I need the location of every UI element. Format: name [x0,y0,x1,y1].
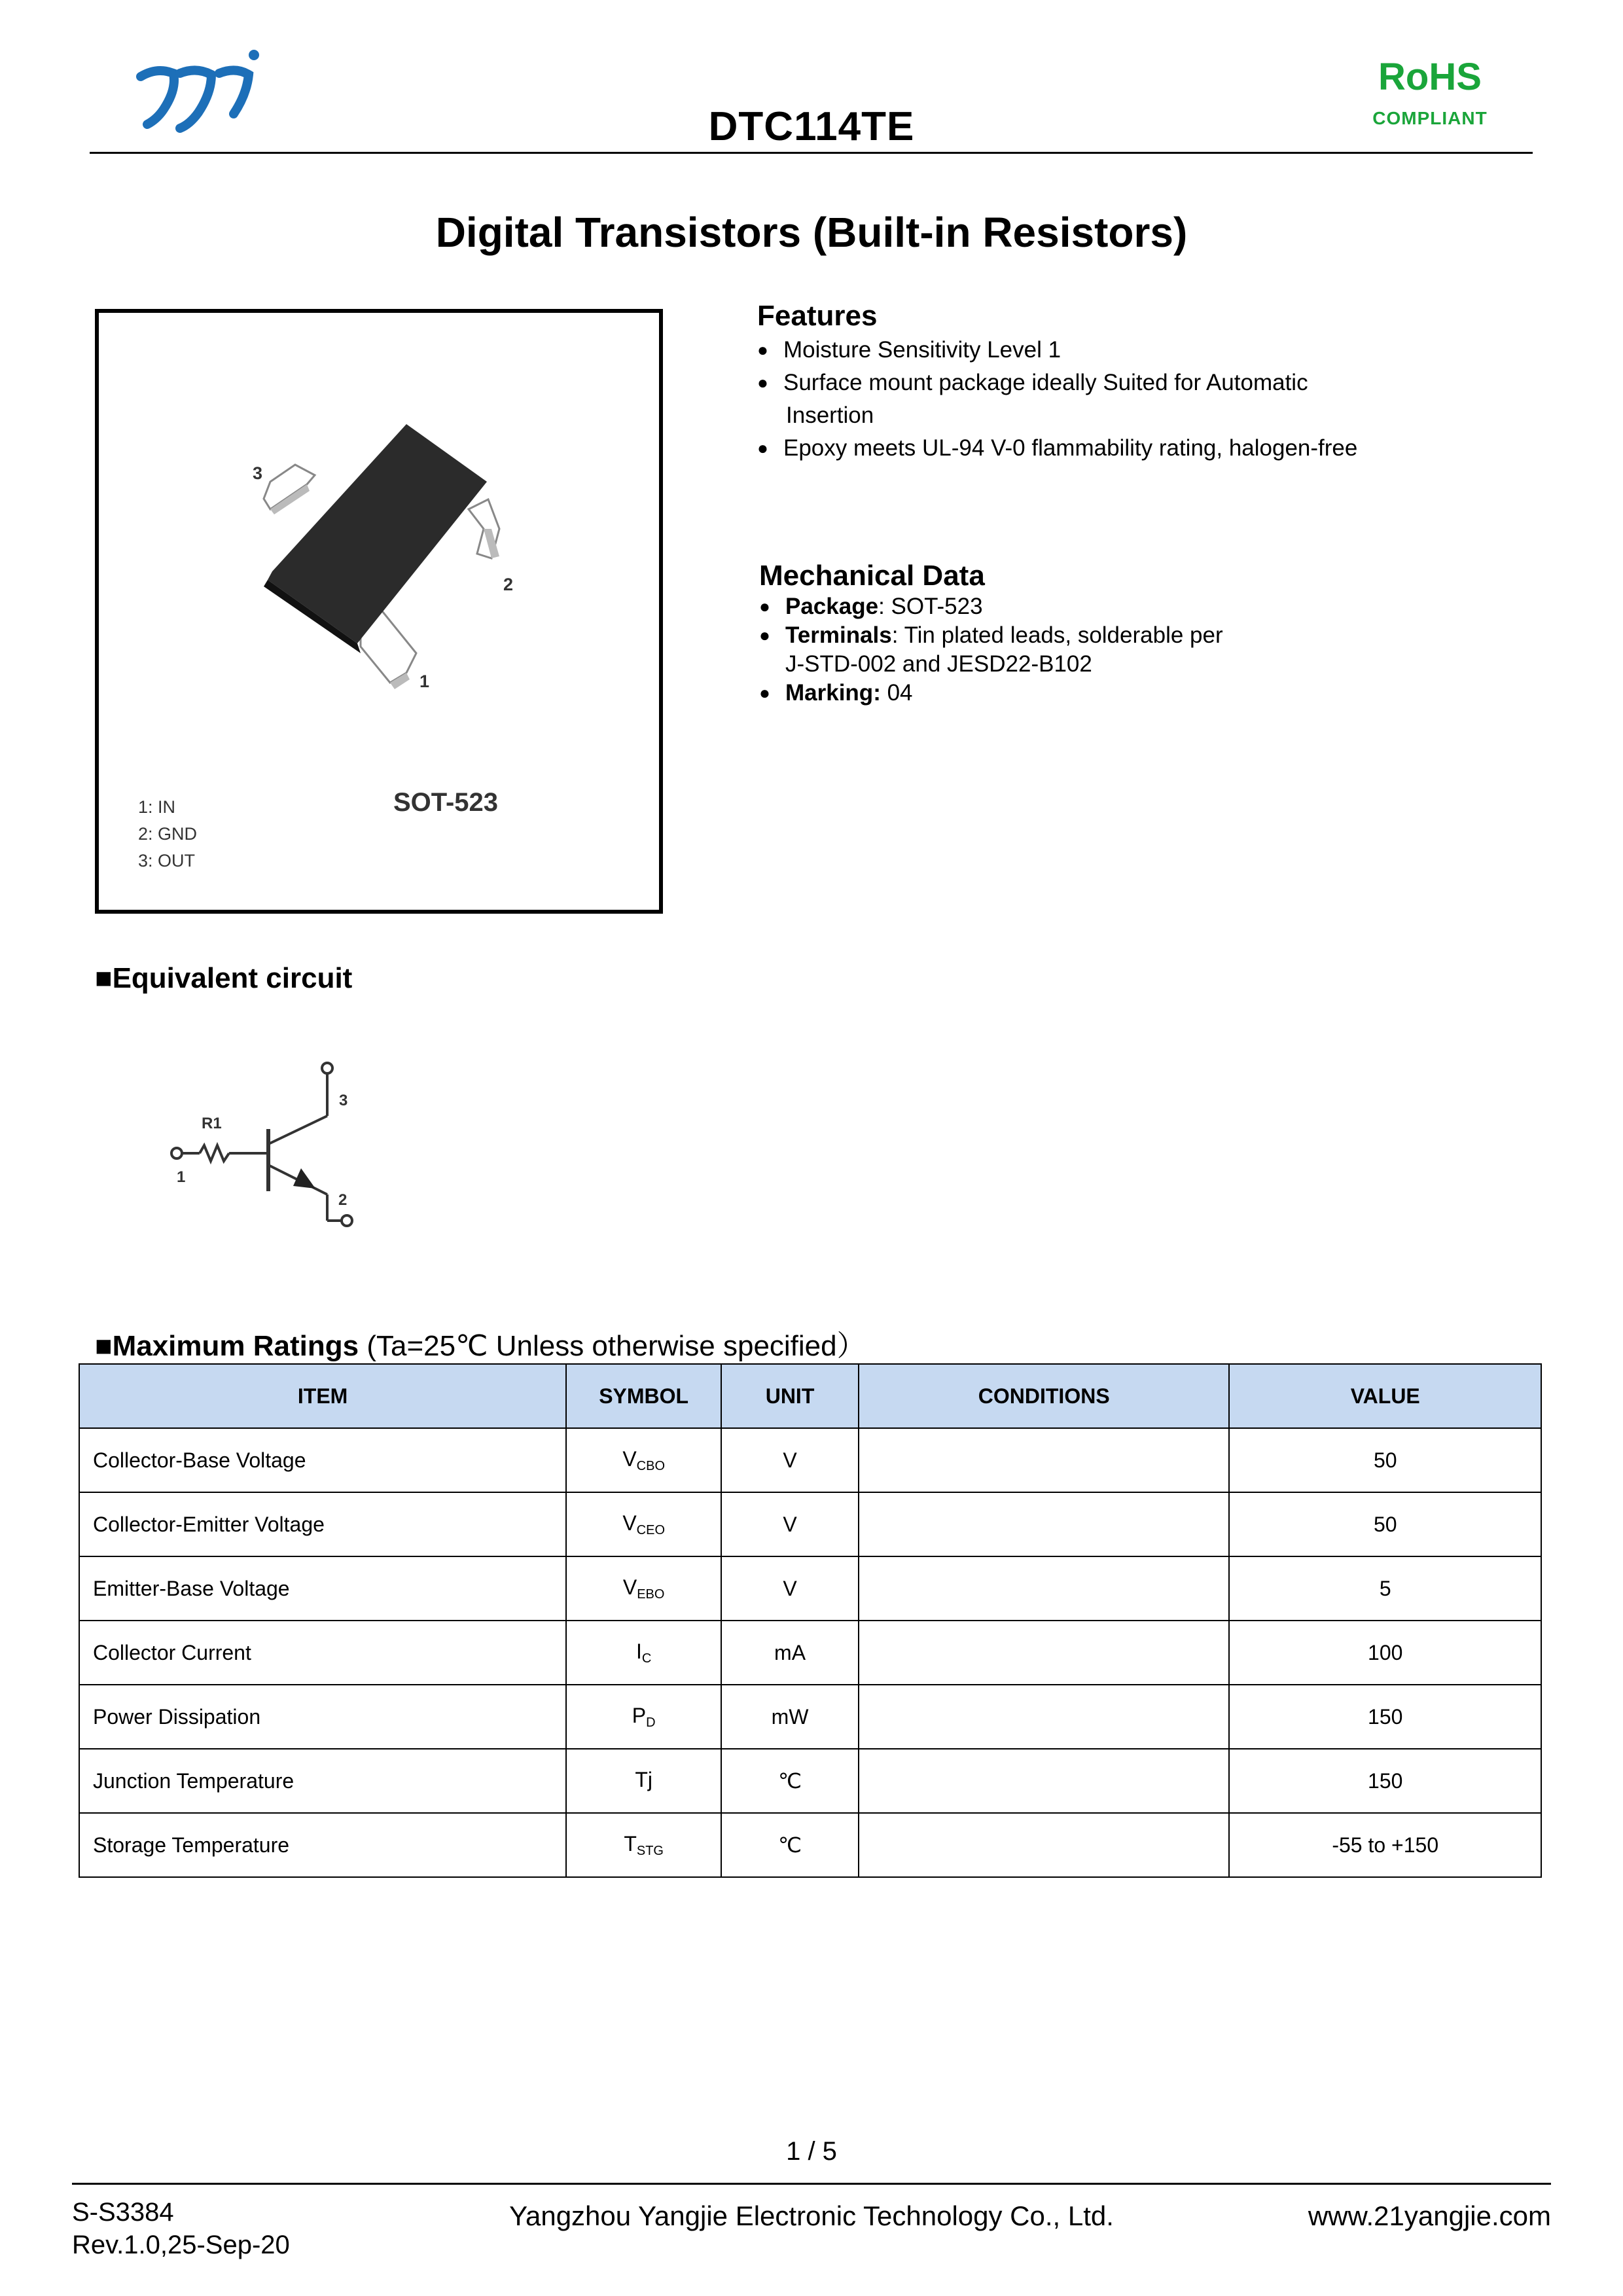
mechanical-heading: Mechanical Data [759,560,985,592]
max-ratings-heading [95,1322,866,1364]
pin-3-terminal [322,1063,332,1073]
rohs-compliant-label: COMPLIANT [1372,108,1488,128]
cell-item: Storage Temperature [79,1813,566,1877]
cell-value: 150 [1229,1749,1541,1813]
pin-2-number: 2 [503,575,514,594]
table-header-row [79,1364,1541,1428]
cell-symbol: $V_{CBO}$ [566,1428,721,1492]
cell-value: 50 [1229,1428,1541,1492]
pin-label-gnd: 2: GND [138,824,198,844]
cell-item: Emitter-Base Voltage [79,1556,566,1621]
page-number: 1 / 5 [786,2137,837,2166]
cell-symbol: Tj [566,1749,721,1813]
cell-item: Collector-Base Voltage [79,1428,566,1492]
cell-unit: V [721,1428,859,1492]
pin-1-terminal [171,1148,182,1158]
table-row [79,1428,1541,1492]
max-ratings-table [79,1363,1542,1878]
revision-date: Rev.1.0,25-Sep-20 [72,2231,290,2259]
table-row [79,1749,1541,1813]
terminals-label: Terminals [785,622,892,648]
sot523-package-drawing [99,313,659,910]
cell-symbol: $V_{CEO}$ [566,1492,721,1556]
cell-symbol: $I_C$ [566,1621,721,1685]
circuit-pin-3: 3 [339,1092,348,1109]
circuit-pin-1: 1 [177,1168,186,1186]
cell-unit: mA [721,1621,859,1685]
pin-label-in: 1: IN [138,797,176,817]
cell-item: Junction Temperature [79,1749,566,1813]
pin-3-number: 3 [253,463,263,483]
cell-conditions [859,1556,1230,1621]
package-value: : SOT-523 [878,594,983,619]
table-row [79,1813,1541,1877]
max-ratings-title: ■Maximum Ratings [95,1330,359,1362]
cell-conditions [859,1749,1230,1813]
max-ratings-condition: (Ta=25℃ Unless otherwise specified） [359,1330,866,1362]
features-heading: Features [757,300,878,332]
cell-value: -55 to +150 [1229,1813,1541,1877]
resistor-label: R1 [202,1115,222,1132]
pin-1-number: 1 [419,672,430,691]
marking-value: 04 [880,680,913,706]
cell-unit: mW [721,1685,859,1749]
pin-2-terminal [342,1215,352,1226]
cell-symbol: $T_{STG}$ [566,1813,721,1877]
rohs-label: RoHS [1378,56,1482,98]
equivalent-circuit-diagram [164,1047,373,1244]
pin-label-out: 3: OUT [138,851,196,870]
package-name: SOT-523 [393,788,499,817]
col-header-unit: UNIT [721,1364,859,1428]
website-link[interactable]: www.21yangjie.com [1308,2200,1551,2231]
cell-unit: ℃ [721,1749,859,1813]
terminals-value: : Tin plated leads, solderable per [891,622,1223,648]
cell-unit: V [721,1492,859,1556]
package-figure [95,309,663,914]
mechanical-item-package [759,592,1223,621]
cell-conditions [859,1813,1230,1877]
equivalent-circuit-heading: ■Equivalent circuit [95,962,353,994]
cell-item: Collector-Emitter Voltage [79,1492,566,1556]
document-title: Digital Transistors (Built-in Resistors) [435,209,1188,256]
cell-conditions [859,1492,1230,1556]
cell-symbol: $V_{EBO}$ [566,1556,721,1621]
footer-divider [72,2183,1551,2185]
cell-item: Collector Current [79,1621,566,1685]
col-header-symbol: SYMBOL [566,1364,721,1428]
cell-value: 150 [1229,1685,1541,1749]
cell-conditions [859,1428,1230,1492]
cell-conditions [859,1685,1230,1749]
cell-value: 5 [1229,1556,1541,1621]
mechanical-item-marking [759,679,1223,708]
feature-item: ● Surface mount package ideally Suited for Automatic [757,367,1357,399]
resistor-r1 [200,1145,229,1161]
marking-label: Marking: [785,680,881,706]
cell-value: 100 [1229,1621,1541,1685]
cell-symbol: $P_D$ [566,1685,721,1749]
package-label: Package [785,594,879,619]
feature-item-continuation: Insertion [786,403,874,428]
terminals-continuation: J-STD-002 and JESD22-B102 [785,651,1092,677]
cell-item: Power Dissipation [79,1685,566,1749]
feature-item: ● Epoxy meets UL-94 V-0 flammability rating, halogen-free [757,432,1357,465]
cell-unit: V [721,1556,859,1621]
header-divider [90,152,1533,154]
document-code: S-S3384 [72,2198,174,2227]
company-name: Yangzhou Yangjie Electronic Technology Co., Ltd. [509,2200,1114,2231]
table-row [79,1492,1541,1556]
circuit-pin-2: 2 [338,1191,348,1209]
mechanical-item-terminals [759,621,1223,650]
mechanical-data-section [759,560,1223,708]
rohs-badge [1355,58,1505,130]
feature-item: ● Moisture Sensitivity Level 1 [757,334,1357,367]
part-number: DTC114TE [708,104,915,149]
features-section [757,300,1357,465]
cell-unit: ℃ [721,1813,859,1877]
cell-conditions [859,1621,1230,1685]
col-header-conditions: CONDITIONS [859,1364,1230,1428]
table-row [79,1621,1541,1685]
table-row [79,1685,1541,1749]
cell-value: 50 [1229,1492,1541,1556]
table-row [79,1556,1541,1621]
col-header-item: ITEM [79,1364,566,1428]
col-header-value: VALUE [1229,1364,1541,1428]
